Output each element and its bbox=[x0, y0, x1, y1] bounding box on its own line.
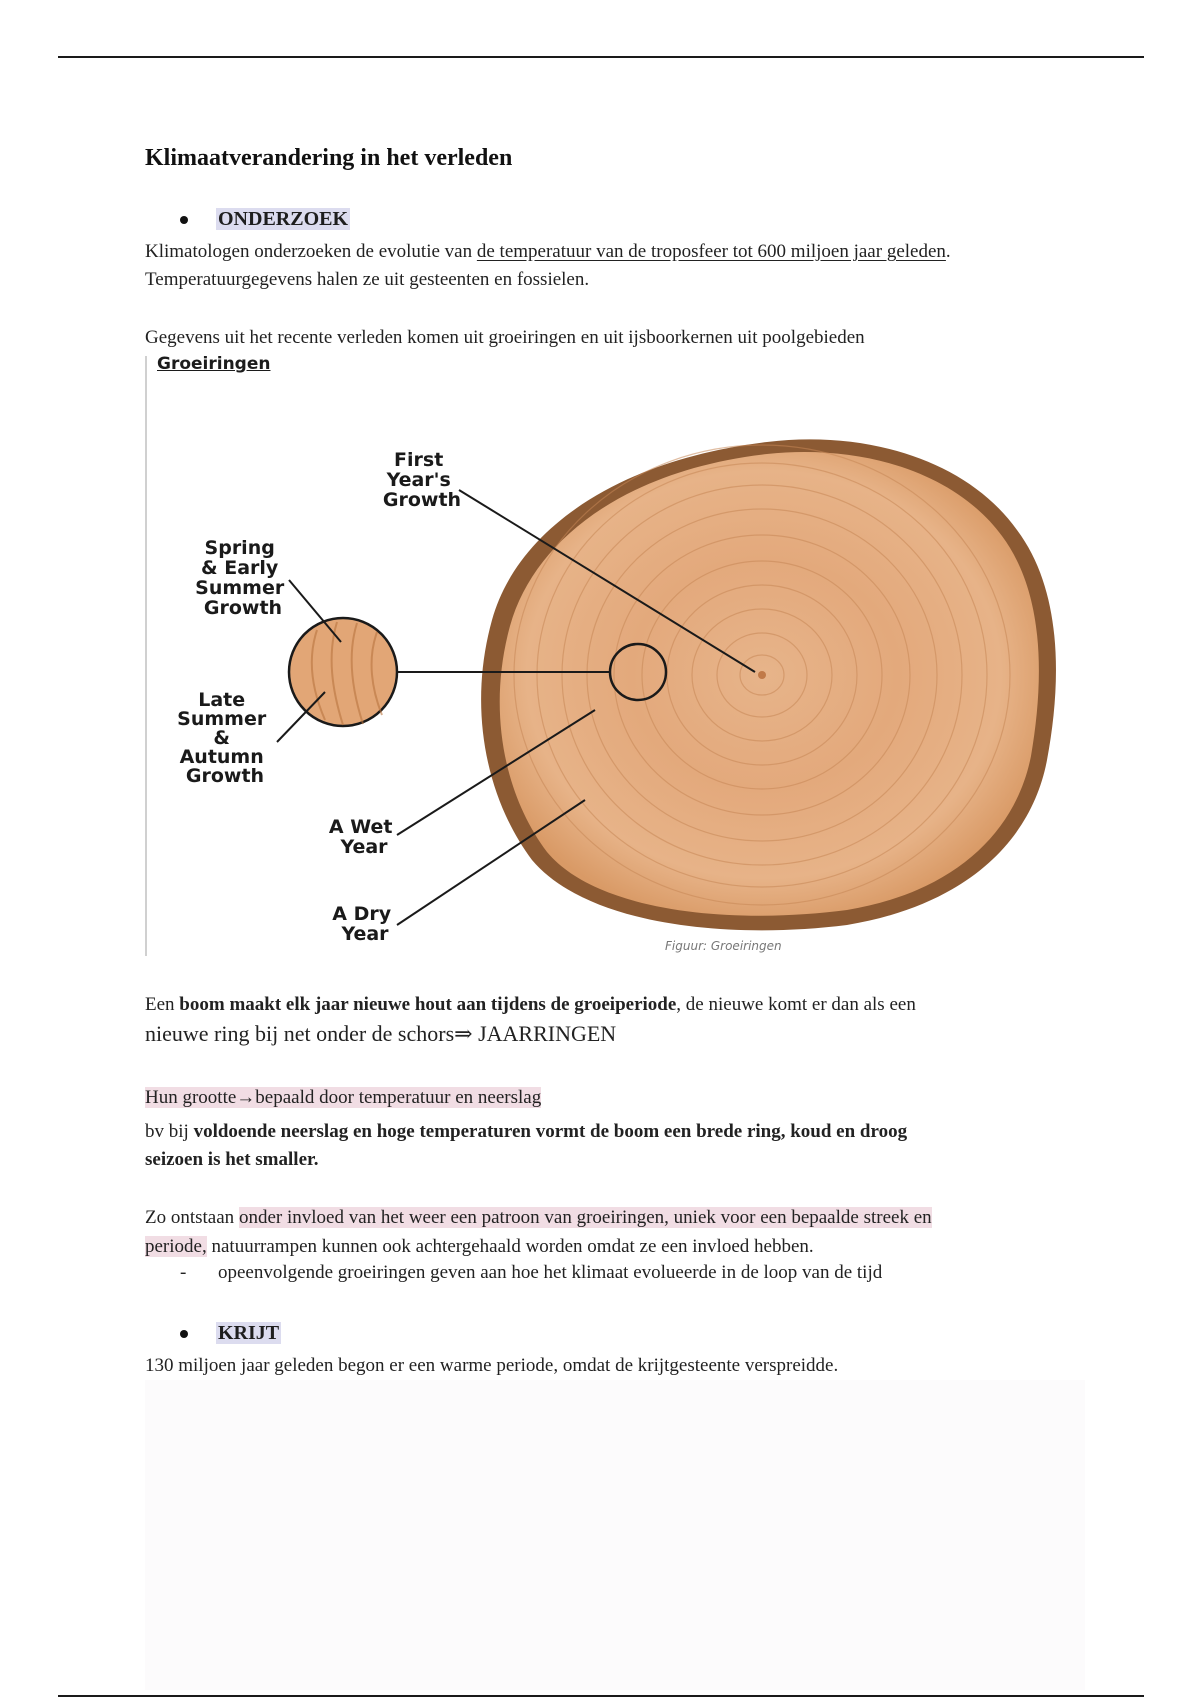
heading-text: ONDERZOEK bbox=[218, 208, 349, 230]
label-wet-year: A Wet Year bbox=[328, 816, 393, 858]
paragraph-zo-line2: periode, natuurrampen kunnen ook achtergehaald worden omdat ze een invloed hebben. bbox=[145, 1236, 814, 1257]
dash-list-item bbox=[180, 1262, 882, 1284]
paragraph-krijt: 130 miljoen jaar geleden begon er een warme periode, omdat de krijtgesteente verspreidde. bbox=[145, 1355, 839, 1376]
paragraph-onderzoek-line2: Temperatuurgegevens halen ze uit gesteenten en fossielen. bbox=[145, 269, 590, 290]
heading-text: KRIJT bbox=[218, 1322, 280, 1344]
paragraph-onderzoek-line1: Klimatologen onderzoeken de evolutie van de temperatuur van de troposfeer tot 600 miljoen jaar geleden. bbox=[145, 241, 951, 262]
dash-bullet: - bbox=[180, 1262, 187, 1283]
highlight-line: Hun grootte→bepaald door temperatuur en neerslag bbox=[145, 1087, 542, 1108]
bullet-icon bbox=[180, 1330, 188, 1338]
bottom-rule bbox=[58, 1695, 1144, 1697]
label-first-years-growth: First Year's Growth bbox=[382, 449, 462, 511]
top-rule bbox=[58, 56, 1144, 58]
figure-caption: Figuur: Groeiringen bbox=[665, 939, 782, 953]
figure-label: Groeiringen bbox=[157, 354, 271, 374]
paragraph-jaarringen-line2: nieuwe ring bij net onder de schors⇒ JAARRINGEN bbox=[145, 1021, 617, 1046]
section-heading-onderzoek bbox=[180, 208, 350, 231]
paragraph-bv-line2: seizoen is het smaller. bbox=[145, 1149, 319, 1170]
paragraph-groeiringen-intro: Gegevens uit het recente verleden komen uit groeiringen en uit ijsboorkernen uit poolgebieden bbox=[145, 327, 865, 348]
tree-rings-figure bbox=[147, 380, 1077, 960]
label-spring-growth: Spring & Early Summer Growth bbox=[195, 537, 285, 619]
paragraph-zo-line1: Zo ontstaan onder invloed van het weer een patroon van groeiringen, uniek voor een bepaalde streek en bbox=[145, 1207, 932, 1228]
paragraph-bv-line1: bv bij voldoende neerslag en hoge temperaturen vormt de boom een brede ring, koud en droog bbox=[145, 1121, 908, 1142]
center-pith bbox=[758, 671, 766, 679]
empty-page-area bbox=[145, 1380, 1085, 1690]
label-dry-year: A Dry Year bbox=[332, 903, 392, 945]
page-title: Klimaatverandering in het verleden bbox=[145, 145, 513, 171]
underlined-phrase: de temperatuur van de troposfeer tot 600 miljoen jaar geleden bbox=[476, 241, 946, 262]
paragraph-jaarringen-line1: Een boom maakt elk jaar nieuwe hout aan tijdens de groeiperiode, de nieuwe komt er dan als een bbox=[145, 994, 916, 1015]
label-late-summer-growth: Late Summer & Autumn Growth bbox=[177, 689, 267, 787]
bullet-icon bbox=[180, 216, 188, 224]
section-heading-krijt bbox=[180, 1322, 281, 1345]
dash-item-text: opeenvolgende groeiringen geven aan hoe het klimaat evolueerde in de loop van de tijd bbox=[218, 1262, 883, 1283]
